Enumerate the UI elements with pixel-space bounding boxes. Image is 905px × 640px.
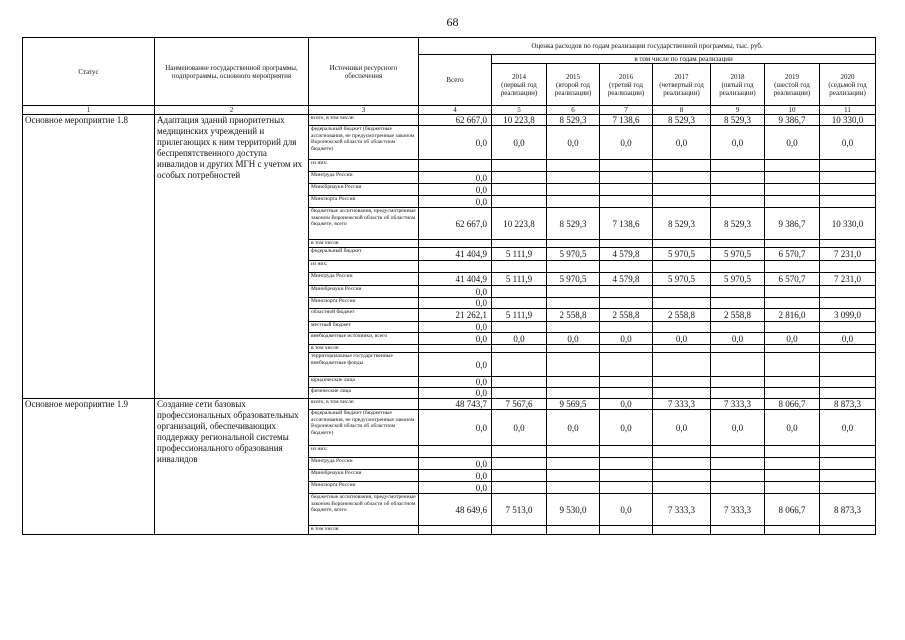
- column-number: 7: [600, 106, 653, 115]
- year-value-cell: [765, 286, 820, 298]
- year-value-cell: [653, 345, 711, 353]
- year-value-cell: 4 579,8: [600, 273, 653, 286]
- total-value-cell: 0,0: [419, 388, 492, 399]
- header-year-2017: [653, 64, 711, 106]
- year-value-cell: [765, 377, 820, 388]
- year-value-cell: 0,0: [547, 126, 600, 160]
- year-value-cell: 2 558,8: [653, 309, 711, 322]
- total-value-cell: [419, 240, 492, 248]
- year-value-cell: 8 529,3: [653, 208, 711, 240]
- year-value-cell: [765, 526, 820, 535]
- year-note: (пятый год реализации): [719, 80, 756, 97]
- year-value-cell: [820, 240, 876, 248]
- header-year-2019: [765, 64, 820, 106]
- year-value-cell: [492, 526, 547, 535]
- source-cell: Минтруда России: [309, 458, 419, 470]
- year-value-cell: [547, 261, 600, 273]
- year-value-cell: [547, 322, 600, 333]
- year-label: 2018: [730, 72, 745, 81]
- year-value-cell: [820, 446, 876, 458]
- year-value-cell: [820, 345, 876, 353]
- table-row: [23, 399, 876, 410]
- column-number: 9: [711, 106, 765, 115]
- total-value-cell: 62 667,0: [419, 208, 492, 240]
- year-value-cell: [711, 526, 765, 535]
- year-value-cell: [653, 446, 711, 458]
- year-value-cell: [820, 261, 876, 273]
- source-cell: в том числе:: [309, 526, 419, 535]
- year-value-cell: [820, 184, 876, 196]
- year-value-cell: [653, 458, 711, 470]
- year-value-cell: 8 066,7: [765, 399, 820, 410]
- year-value-cell: 7 138,6: [600, 115, 653, 126]
- year-value-cell: [820, 160, 876, 172]
- year-value-cell: 9 530,0: [547, 494, 600, 526]
- year-value-cell: [600, 172, 653, 184]
- year-value-cell: 5 970,5: [711, 273, 765, 286]
- header-program-name: Наименование государственной программы, подпрограммы, основного мероприятия: [155, 38, 309, 106]
- year-value-cell: 5 970,5: [547, 273, 600, 286]
- year-value-cell: [492, 322, 547, 333]
- total-value-cell: 21 262,1: [419, 309, 492, 322]
- year-label: 2020: [840, 72, 855, 81]
- year-value-cell: [653, 353, 711, 377]
- year-value-cell: [600, 160, 653, 172]
- source-cell: бюджетные ассигнования, предусмотренные законом Воронежской области об областном бюджете, всего: [309, 208, 419, 240]
- year-value-cell: [547, 184, 600, 196]
- source-cell: из них:: [309, 160, 419, 172]
- year-value-cell: [492, 458, 547, 470]
- year-value-cell: 9 386,7: [765, 115, 820, 126]
- year-value-cell: 4 579,8: [600, 248, 653, 261]
- year-value-cell: [711, 353, 765, 377]
- year-label: 2014: [512, 72, 526, 81]
- year-value-cell: 6 570,7: [765, 248, 820, 261]
- year-value-cell: 7 513,0: [492, 494, 547, 526]
- table-row: [23, 115, 876, 126]
- year-value-cell: 0,0: [492, 333, 547, 345]
- source-cell: Минобрнауки России: [309, 286, 419, 298]
- year-value-cell: 10 330,0: [820, 115, 876, 126]
- source-cell: внебюджетные источники, всего: [309, 333, 419, 345]
- year-value-cell: [547, 526, 600, 535]
- year-value-cell: 2 558,8: [600, 309, 653, 322]
- year-value-cell: [765, 345, 820, 353]
- year-value-cell: 0,0: [820, 126, 876, 160]
- year-value-cell: 6 570,7: [765, 273, 820, 286]
- header-year-2015: [547, 64, 600, 106]
- year-value-cell: [492, 261, 547, 273]
- year-value-cell: [600, 286, 653, 298]
- year-value-cell: [600, 388, 653, 399]
- year-value-cell: 5 970,5: [547, 248, 600, 261]
- year-value-cell: 0,0: [547, 333, 600, 345]
- program-name-cell: Создание сети базовых профессиональных образовательных организаций, обеспечивающих поддержку региональной системы профессионального образования инвалидов: [155, 399, 309, 535]
- year-value-cell: [653, 240, 711, 248]
- year-value-cell: [711, 377, 765, 388]
- header-status: Статус: [23, 38, 155, 106]
- year-value-cell: [653, 196, 711, 208]
- year-value-cell: [820, 172, 876, 184]
- year-value-cell: [492, 240, 547, 248]
- year-value-cell: 2 558,8: [711, 309, 765, 322]
- total-value-cell: [419, 160, 492, 172]
- year-value-cell: 8 873,3: [820, 399, 876, 410]
- year-value-cell: [600, 482, 653, 494]
- total-value-cell: 0,0: [419, 377, 492, 388]
- year-value-cell: 0,0: [600, 333, 653, 345]
- year-value-cell: [492, 377, 547, 388]
- total-value-cell: 0,0: [419, 482, 492, 494]
- budget-table: [22, 37, 876, 535]
- year-value-cell: [653, 377, 711, 388]
- year-value-cell: [653, 298, 711, 309]
- year-value-cell: [653, 526, 711, 535]
- year-value-cell: [600, 458, 653, 470]
- year-value-cell: 3 099,0: [820, 309, 876, 322]
- year-value-cell: 0,0: [653, 126, 711, 160]
- total-value-cell: 0,0: [419, 172, 492, 184]
- total-value-cell: 0,0: [419, 184, 492, 196]
- year-value-cell: [653, 261, 711, 273]
- year-label: 2016: [619, 72, 633, 81]
- year-value-cell: 0,0: [600, 494, 653, 526]
- year-value-cell: 9 386,7: [765, 208, 820, 240]
- year-value-cell: [765, 458, 820, 470]
- year-value-cell: [547, 196, 600, 208]
- source-cell: бюджетные ассигнования, предусмотренные законом Воронежской области об областном бюджете, всего: [309, 494, 419, 526]
- header-sources: Источники ресурсного обеспечения: [309, 38, 419, 106]
- year-label: 2019: [785, 72, 799, 81]
- year-value-cell: 0,0: [820, 410, 876, 446]
- year-value-cell: [711, 322, 765, 333]
- year-label: 2017: [674, 72, 689, 81]
- column-number: 6: [547, 106, 600, 115]
- year-value-cell: [765, 322, 820, 333]
- source-cell: физические лица: [309, 388, 419, 399]
- year-value-cell: 5 970,5: [711, 248, 765, 261]
- year-value-cell: 5 111,9: [492, 248, 547, 261]
- year-value-cell: [547, 388, 600, 399]
- year-value-cell: 0,0: [492, 410, 547, 446]
- header-year-2018: [711, 64, 765, 106]
- header-total: Всего: [419, 55, 492, 106]
- source-cell: Минтруда России: [309, 273, 419, 286]
- year-value-cell: 7 333,3: [653, 399, 711, 410]
- year-value-cell: [547, 458, 600, 470]
- year-value-cell: 0,0: [765, 333, 820, 345]
- total-value-cell: 0,0: [419, 333, 492, 345]
- total-value-cell: [419, 345, 492, 353]
- year-value-cell: 7 231,0: [820, 273, 876, 286]
- source-cell: Минспорта России: [309, 196, 419, 208]
- year-value-cell: 7 333,3: [711, 494, 765, 526]
- column-number: 10: [765, 106, 820, 115]
- year-value-cell: [711, 298, 765, 309]
- year-note: (шестой год реализации): [773, 80, 811, 97]
- source-cell: Минобрнауки России: [309, 184, 419, 196]
- year-value-cell: 0,0: [547, 410, 600, 446]
- year-value-cell: 5 111,9: [492, 309, 547, 322]
- year-value-cell: [653, 172, 711, 184]
- source-cell: в том числе:: [309, 345, 419, 353]
- year-value-cell: [547, 353, 600, 377]
- year-value-cell: [653, 470, 711, 482]
- year-value-cell: [820, 388, 876, 399]
- year-value-cell: [492, 345, 547, 353]
- year-value-cell: [765, 353, 820, 377]
- year-value-cell: 7 333,3: [653, 494, 711, 526]
- year-value-cell: [820, 353, 876, 377]
- year-value-cell: 8 529,3: [547, 115, 600, 126]
- source-cell: Минспорта России: [309, 298, 419, 309]
- source-cell: из них:: [309, 261, 419, 273]
- total-value-cell: 41 404,9: [419, 248, 492, 261]
- year-value-cell: [600, 353, 653, 377]
- total-value-cell: [419, 526, 492, 535]
- year-value-cell: [765, 196, 820, 208]
- total-value-cell: 0,0: [419, 470, 492, 482]
- year-value-cell: [600, 345, 653, 353]
- year-value-cell: 9 569,5: [547, 399, 600, 410]
- year-value-cell: [492, 470, 547, 482]
- year-value-cell: [765, 240, 820, 248]
- year-value-cell: 0,0: [820, 333, 876, 345]
- year-note: (седьмой год реализации): [828, 80, 867, 97]
- total-value-cell: 0,0: [419, 196, 492, 208]
- year-value-cell: 8 529,3: [653, 115, 711, 126]
- year-value-cell: [600, 446, 653, 458]
- year-value-cell: [765, 261, 820, 273]
- year-value-cell: [547, 286, 600, 298]
- year-value-cell: 0,0: [765, 410, 820, 446]
- year-note: (третий год реализации): [607, 80, 645, 97]
- year-value-cell: [492, 353, 547, 377]
- year-value-cell: [600, 298, 653, 309]
- source-cell: юридические лица: [309, 377, 419, 388]
- source-cell: всего, в том числе:: [309, 115, 419, 126]
- year-value-cell: [600, 470, 653, 482]
- header-year-2020: [820, 64, 876, 106]
- year-value-cell: [492, 388, 547, 399]
- page-number: 68: [446, 15, 459, 29]
- year-value-cell: [547, 160, 600, 172]
- source-cell: территориальные государственные внебюджетные фонды: [309, 353, 419, 377]
- source-cell: федеральный бюджет (бюджетные ассигнования, не предусмотренные законом Воронежской области об областном бюджете): [309, 410, 419, 446]
- year-value-cell: [653, 388, 711, 399]
- year-value-cell: [600, 196, 653, 208]
- year-value-cell: [711, 184, 765, 196]
- year-value-cell: 5 111,9: [492, 273, 547, 286]
- year-value-cell: [600, 184, 653, 196]
- year-value-cell: [600, 377, 653, 388]
- source-cell: всего, в том числе:: [309, 399, 419, 410]
- year-value-cell: 0,0: [711, 126, 765, 160]
- year-value-cell: [600, 526, 653, 535]
- year-value-cell: [653, 482, 711, 494]
- year-value-cell: [492, 160, 547, 172]
- year-value-cell: [492, 286, 547, 298]
- year-value-cell: [820, 322, 876, 333]
- year-value-cell: 2 816,0: [765, 309, 820, 322]
- year-value-cell: [547, 446, 600, 458]
- total-value-cell: 0,0: [419, 298, 492, 309]
- column-number: 2: [155, 106, 309, 115]
- year-value-cell: [547, 240, 600, 248]
- total-value-cell: 62 667,0: [419, 115, 492, 126]
- year-value-cell: [765, 388, 820, 399]
- header-by-years: в том числе по годам реализации: [492, 55, 876, 64]
- year-value-cell: [547, 482, 600, 494]
- year-value-cell: 7 138,6: [600, 208, 653, 240]
- status-cell: Основное мероприятие 1.8: [23, 115, 155, 399]
- year-value-cell: [492, 196, 547, 208]
- source-cell: Минобрнауки России: [309, 470, 419, 482]
- year-value-cell: 7 231,0: [820, 248, 876, 261]
- year-value-cell: [765, 184, 820, 196]
- year-value-cell: 8 066,7: [765, 494, 820, 526]
- year-value-cell: [600, 240, 653, 248]
- total-value-cell: [419, 261, 492, 273]
- header-year-2014: [492, 64, 547, 106]
- year-value-cell: 0,0: [492, 126, 547, 160]
- year-value-cell: 5 970,5: [653, 273, 711, 286]
- year-value-cell: [711, 388, 765, 399]
- source-cell: федеральный бюджет: [309, 248, 419, 261]
- column-number: 11: [820, 106, 876, 115]
- year-value-cell: [820, 470, 876, 482]
- source-cell: федеральный бюджет (бюджетные ассигнования, не предусмотренные законом Воронежской области об областном бюджете): [309, 126, 419, 160]
- year-value-cell: [711, 261, 765, 273]
- year-value-cell: 7 567,6: [492, 399, 547, 410]
- column-number: 4: [419, 106, 492, 115]
- year-value-cell: 8 529,3: [711, 208, 765, 240]
- year-value-cell: [711, 240, 765, 248]
- total-value-cell: 0,0: [419, 353, 492, 377]
- year-label: 2015: [566, 72, 580, 81]
- year-value-cell: [711, 286, 765, 298]
- year-value-cell: [820, 298, 876, 309]
- year-value-cell: [711, 196, 765, 208]
- year-value-cell: [547, 298, 600, 309]
- total-value-cell: [419, 446, 492, 458]
- year-value-cell: 0,0: [653, 333, 711, 345]
- total-value-cell: 48 743,7: [419, 399, 492, 410]
- year-value-cell: [711, 160, 765, 172]
- year-value-cell: 2 558,8: [547, 309, 600, 322]
- year-value-cell: [492, 446, 547, 458]
- source-cell: в том числе:: [309, 240, 419, 248]
- year-value-cell: 0,0: [711, 333, 765, 345]
- year-value-cell: 0,0: [600, 126, 653, 160]
- header-estimate: Оценка расходов по годам реализации государственной программы, тыс. руб.: [419, 38, 876, 55]
- year-note: (четвертый год реализации): [659, 80, 704, 97]
- year-value-cell: [600, 322, 653, 333]
- year-value-cell: [547, 470, 600, 482]
- total-value-cell: 0,0: [419, 458, 492, 470]
- year-value-cell: [653, 184, 711, 196]
- year-value-cell: [820, 482, 876, 494]
- year-value-cell: 7 333,3: [711, 399, 765, 410]
- year-value-cell: [711, 446, 765, 458]
- year-value-cell: [547, 172, 600, 184]
- year-value-cell: [765, 482, 820, 494]
- total-value-cell: 41 404,9: [419, 273, 492, 286]
- year-value-cell: 0,0: [765, 126, 820, 160]
- year-value-cell: 10 223,8: [492, 115, 547, 126]
- header-year-2016: [600, 64, 653, 106]
- year-note: (первый год реализации): [500, 80, 538, 97]
- column-number: 1: [23, 106, 155, 115]
- source-cell: местный бюджет: [309, 322, 419, 333]
- year-value-cell: 0,0: [600, 399, 653, 410]
- year-value-cell: 10 223,8: [492, 208, 547, 240]
- year-value-cell: 8 529,3: [547, 208, 600, 240]
- year-note: (второй год реализации): [554, 80, 592, 97]
- source-cell: Минспорта России: [309, 482, 419, 494]
- source-cell: из них:: [309, 446, 419, 458]
- year-value-cell: [765, 160, 820, 172]
- total-value-cell: 0,0: [419, 322, 492, 333]
- year-value-cell: [711, 470, 765, 482]
- status-cell: Основное мероприятие 1.9: [23, 399, 155, 535]
- source-cell: областной бюджет: [309, 309, 419, 322]
- total-value-cell: 0,0: [419, 286, 492, 298]
- year-value-cell: [492, 298, 547, 309]
- total-value-cell: 48 649,6: [419, 494, 492, 526]
- year-value-cell: [820, 377, 876, 388]
- year-value-cell: [765, 470, 820, 482]
- year-value-cell: 8 873,3: [820, 494, 876, 526]
- year-value-cell: [765, 298, 820, 309]
- year-value-cell: 0,0: [600, 410, 653, 446]
- year-value-cell: [765, 446, 820, 458]
- year-value-cell: [492, 482, 547, 494]
- year-value-cell: [820, 196, 876, 208]
- year-value-cell: [653, 160, 711, 172]
- column-number: 8: [653, 106, 711, 115]
- program-name-cell: Адаптация зданий приоритетных медицинских учреждений и прилегающих к ним территорий для беспрепятственного доступа инвалидов и других МГН с учетом их особых потребностей: [155, 115, 309, 399]
- year-value-cell: 5 970,5: [653, 248, 711, 261]
- year-value-cell: [547, 377, 600, 388]
- year-value-cell: [547, 345, 600, 353]
- year-value-cell: 8 529,3: [711, 115, 765, 126]
- year-value-cell: [653, 286, 711, 298]
- year-value-cell: [711, 458, 765, 470]
- year-value-cell: [711, 482, 765, 494]
- column-number: 3: [309, 106, 419, 115]
- source-cell: Минтруда России: [309, 172, 419, 184]
- year-value-cell: [711, 345, 765, 353]
- column-number: 5: [492, 106, 547, 115]
- year-value-cell: 0,0: [711, 410, 765, 446]
- year-value-cell: [820, 286, 876, 298]
- year-value-cell: [711, 172, 765, 184]
- year-value-cell: [820, 458, 876, 470]
- year-value-cell: 0,0: [653, 410, 711, 446]
- year-value-cell: [600, 261, 653, 273]
- year-value-cell: 10 330,0: [820, 208, 876, 240]
- year-value-cell: [653, 322, 711, 333]
- year-value-cell: [765, 172, 820, 184]
- year-value-cell: [820, 526, 876, 535]
- year-value-cell: [492, 184, 547, 196]
- total-value-cell: 0,0: [419, 126, 492, 160]
- total-value-cell: 0,0: [419, 410, 492, 446]
- year-value-cell: [492, 172, 547, 184]
